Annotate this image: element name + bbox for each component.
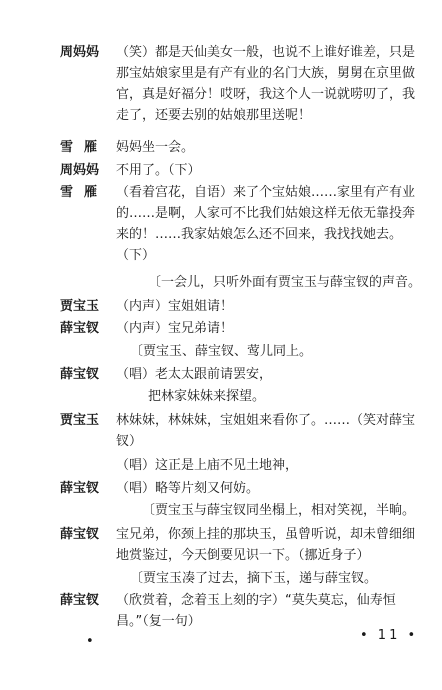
dialogue-line [60,478,420,499]
speaker-name: 贾宝玉 [60,299,100,314]
dialogue-line [60,160,420,181]
dialogue-line [60,364,420,385]
dialogue-line [60,137,420,158]
dialogue-line [60,42,420,126]
dialogue-text: （唱）略等片刻又何妨。 [116,481,260,496]
dialogue-line [60,410,420,452]
stage-direction: 〔贾宝玉凑了过去，摘下玉，递与薛宝钗。 [130,571,378,586]
dialogue-text: 不用了。（下） [116,163,201,178]
speaker-name: 雪雁 [60,140,109,155]
dialogue-text: （唱）老太太跟前请罢安， [116,367,273,382]
speaker-name: 周妈妈 [60,163,100,178]
verse-line: （唱）这正是上庙不见土地神， [116,458,299,473]
stage-direction: 〔一会儿，只听外面有贾宝玉与薛宝钗的声音。 [148,275,422,290]
speaker-name: 周妈妈 [60,45,100,60]
speaker-name: 薛宝钗 [60,367,100,382]
dialogue-line [60,318,420,339]
dialogue-line [60,524,420,566]
dialogue-text: 宝兄弟，你颈上挂的那块玉，虽曾听说，却未曾细细地赏鉴过，今天倒要见识一下。（挪近身子） [116,527,416,563]
page-number: • 11 • [360,628,419,643]
dialogue-text: （内声）宝兄弟请！ [116,321,234,336]
dialogue-text: （看着宫花，自语）来了个宝姑娘……家里有产有业的……是啊，人家可不比我们姑娘这样无依无靠投奔来的！……我家姑娘怎么还不回来，我找找她去。（下） [116,185,416,263]
stage-direction: 〔贾宝玉与薛宝钗同坐榻上，相对笑视，半晌。 [142,503,416,518]
speaker-name: 贾宝玉 [60,413,100,428]
dialogue-text: （欣赏着，念着玉上刻的字）“莫失莫忘，仙寿恒昌。”（复一句） [116,593,396,629]
speaker-name: 薛宝钗 [60,527,100,542]
speaker-name: 薛宝钗 [60,481,100,496]
verse-line: 把林家妹妹来探望。 [148,389,266,404]
dialogue-text: 妈妈坐一会。 [116,140,195,155]
stage-direction: 〔贾宝玉、薛宝钗、莺儿同上。 [130,344,313,359]
dialogue-line [60,182,420,266]
dialogue-line [60,590,420,632]
dialogue-text: （笑）都是天仙美女一般，也说不上谁好谁差，只是那宝姑娘家里是有产有业的名门大族，舅舅在京里做官，真是好福分！哎呀，我这个人一说就唠叨了，我走了，还要去别的姑娘那里送呢！ [116,45,416,123]
speaker-name: 雪雁 [60,185,109,200]
speaker-name: 薛宝钗 [60,593,100,608]
speaker-name: 薛宝钗 [60,321,100,336]
footer-mark: • [86,634,94,649]
dialogue-line [60,296,420,317]
dialogue-text: （内声）宝姐姐请！ [116,299,234,314]
dialogue-text: 林妹妹，林妹妹，宝姐姐来看你了。……（笑对薛宝钗） [116,413,416,449]
